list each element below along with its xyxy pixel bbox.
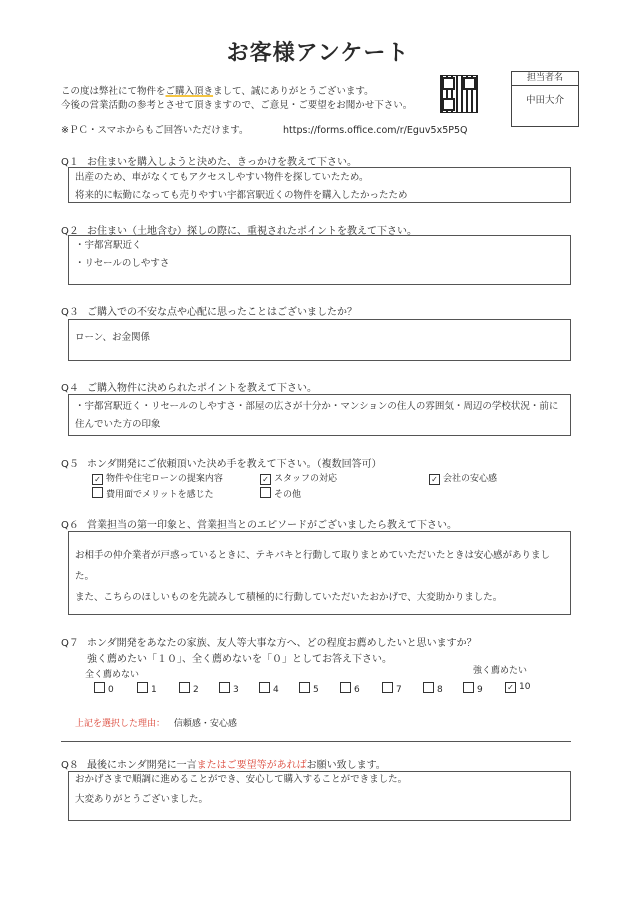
q5-option-5-label: その他 — [274, 490, 302, 500]
intro-line-2: 今後の営業活動の参考とさせて頂きますので、ご意見・ご要望をお聞かせ下さい。 — [61, 100, 413, 111]
q5-option-3[interactable] — [429, 471, 497, 485]
q1-text: お住まいを購入しようと決めた、きっかけを教えて下さい。 — [87, 157, 357, 168]
q2-text: お住まい（土地含む）探しの際に、重視されたポイントを教えて下さい。 — [87, 226, 417, 237]
q4-text: ご購入物件に決められたポイントを教えて下さい。 — [87, 383, 317, 394]
q2-answer-box — [68, 235, 571, 285]
q8-text-a: 最後にホンダ開発に一言 — [87, 760, 197, 771]
checkbox-icon[interactable]: ✓ — [260, 474, 271, 485]
intro-line-1b: まして、誠にありがとうございます。 — [213, 86, 374, 97]
checkbox-icon[interactable]: ✓ — [92, 474, 103, 485]
checkbox-icon[interactable] — [259, 682, 270, 693]
q5-option-4-label: 費用面でメリットを感じた — [106, 490, 214, 500]
q8-question — [61, 756, 386, 771]
q7-score-7-label: 7 — [396, 685, 402, 695]
checkbox-icon[interactable] — [260, 487, 271, 498]
q7-score-8-label: 8 — [437, 685, 443, 695]
checkbox-icon[interactable] — [137, 682, 148, 693]
checkbox-icon[interactable] — [92, 487, 103, 498]
q3-answer-line-1: ローン、お金関係 — [75, 332, 151, 343]
staff-box — [511, 71, 579, 127]
q7-reason-label: 上記を選択した理由： — [75, 719, 166, 729]
checkbox-icon[interactable] — [463, 682, 474, 693]
q7-score-0-label: 0 — [108, 685, 114, 695]
q7-number: Q７ — [61, 638, 79, 649]
checkbox-icon[interactable] — [382, 682, 393, 693]
checkbox-icon[interactable] — [94, 682, 105, 693]
q1-number: Q１ — [61, 157, 79, 168]
q2-number: Q２ — [61, 226, 79, 237]
q7-score-9[interactable] — [463, 682, 483, 695]
q1-answer-line-2: 将来的に転勤になっても売りやすい宇都宮駅近くの物件を購入したかったため — [75, 190, 408, 201]
checkbox-icon[interactable]: ✓ — [429, 474, 440, 485]
q7-score-8[interactable] — [423, 682, 443, 695]
q3-answer-box — [68, 319, 571, 361]
q5-option-3-label: 会社の安心感 — [443, 474, 498, 484]
q7-reason-text: 信頼感・安心感 — [173, 719, 237, 729]
q7-score-6[interactable] — [340, 682, 360, 695]
staff-name: 中田大介 — [525, 95, 564, 106]
q7-score-2-label: 2 — [193, 685, 199, 695]
checkbox-icon[interactable]: ✓ — [505, 682, 516, 693]
q5-number: Q５ — [61, 459, 79, 470]
q4-number: Q４ — [61, 383, 79, 394]
q7-high-label: 強く薦めたい — [473, 666, 528, 676]
q7-instruction: 強く薦めたい「１０」、全く薦めないを「０」としてお答え下さい。 — [87, 654, 392, 665]
q6-text: 営業担当の第一印象と、営業担当とのエピソードがございましたら教えて下さい。 — [87, 520, 457, 531]
q5-option-1-label: 物件や住宅ローンの提案内容 — [106, 474, 223, 484]
checkbox-icon[interactable] — [340, 682, 351, 693]
q7-score-1[interactable] — [137, 682, 157, 695]
q4-answer-line-1: ・宇都宮駅近く・リセールのしやすさ・部屋の広さが十分か・マンションの住人の雰囲気・周辺の学校状況・前に — [75, 401, 559, 412]
q7-text: ホンダ開発をあなたの家族、友人等大事な方へ、どの程度お薦めしたいと思いますか？ — [87, 638, 477, 649]
q5-question — [61, 455, 382, 470]
q1-answer-line-1: 出産のため、車がなくてもアクセスしやすい物件を探していたため。 — [75, 172, 369, 183]
q8-answer-line-1: おかげさまで順調に進めることができ、安心して購入することができました。 — [75, 774, 408, 785]
q5-option-2-label: スタッフの対応 — [274, 474, 338, 484]
q6-answer-line-1: お相手の仲介業者が戸惑っているときに、テキパキと行動して取りまとめていただいたときは安心感がありまし — [75, 550, 551, 561]
intro-note: ※ＰＣ・スマホからもご回答いただけます。 — [61, 125, 249, 136]
q7-score-3-label: 3 — [233, 685, 239, 695]
q7-score-10-label: 10 — [519, 682, 531, 692]
q7-score-1-label: 1 — [151, 685, 157, 695]
q7-score-4[interactable] — [259, 682, 279, 695]
q2-answer-line-1: ・宇都宮駅近く — [75, 240, 142, 251]
divider — [61, 741, 571, 742]
q7-score-7[interactable] — [382, 682, 402, 695]
q3-question — [61, 303, 357, 318]
survey-url[interactable]: https://forms.office.com/r/Eguv5x5P5Q — [283, 125, 468, 136]
q8-text-red: またはご要望等があれば — [196, 760, 307, 771]
q7-score-3[interactable] — [219, 682, 239, 695]
qr-code-icon[interactable] — [440, 75, 478, 113]
q3-text: ご購入での不安な点や心配に思ったことはございましたか？ — [87, 307, 357, 318]
q7-reason — [75, 716, 237, 729]
q7-score-6-label: 6 — [354, 685, 360, 695]
checkbox-icon[interactable] — [423, 682, 434, 693]
q4-question — [61, 379, 317, 394]
q7-score-5[interactable] — [299, 682, 319, 695]
intro-line-1a: この度は弊社にて物件を — [61, 86, 166, 97]
q8-number: Q８ — [61, 760, 79, 771]
q6-answer-line-3: また、こちらのほしいものを先読みして積極的に行動していただいたおかげで、大変助かりました。 — [75, 592, 503, 603]
q5-text: ホンダ開発にご依頼頂いた決め手を教えて下さい。（複数回答可） — [87, 459, 382, 470]
q8-answer-box — [68, 771, 571, 821]
q5-option-1[interactable] — [92, 471, 223, 485]
q5-option-5[interactable] — [260, 487, 301, 500]
q6-answer-box — [68, 531, 571, 615]
q7-score-5-label: 5 — [313, 685, 319, 695]
q7-score-4-label: 4 — [273, 685, 279, 695]
intro-highlight: ご購入頂き — [165, 86, 214, 97]
checkbox-icon[interactable] — [219, 682, 230, 693]
q4-answer-box — [68, 394, 571, 436]
q5-option-4[interactable] — [92, 487, 214, 500]
checkbox-icon[interactable] — [179, 682, 190, 693]
q2-answer-line-2: ・リセールのしやすさ — [75, 258, 170, 269]
q7-score-0[interactable] — [94, 682, 114, 695]
q6-question — [61, 516, 457, 531]
q3-number: Q３ — [61, 307, 79, 318]
q8-answer-line-2: 大変ありがとうございました。 — [75, 794, 209, 805]
q5-option-2[interactable] — [260, 471, 337, 485]
q7-score-2[interactable] — [179, 682, 199, 695]
intro-line-1 — [61, 85, 374, 99]
q8-text-b: お願い致します。 — [306, 760, 386, 771]
q7-score-10[interactable] — [505, 682, 530, 693]
q7-low-label: 全く薦めない — [85, 670, 140, 680]
q6-answer-line-2: た。 — [75, 571, 95, 582]
checkbox-icon[interactable] — [299, 682, 310, 693]
q1-question — [61, 153, 357, 168]
q7-question — [61, 634, 477, 649]
page-title: お客様アンケート — [226, 41, 410, 66]
q6-number: Q６ — [61, 520, 79, 531]
q1-answer-box — [68, 167, 571, 203]
q4-answer-line-2: 住んでいた方の印象 — [75, 419, 161, 430]
staff-header: 担当者名 — [512, 72, 578, 86]
q7-score-9-label: 9 — [477, 685, 483, 695]
